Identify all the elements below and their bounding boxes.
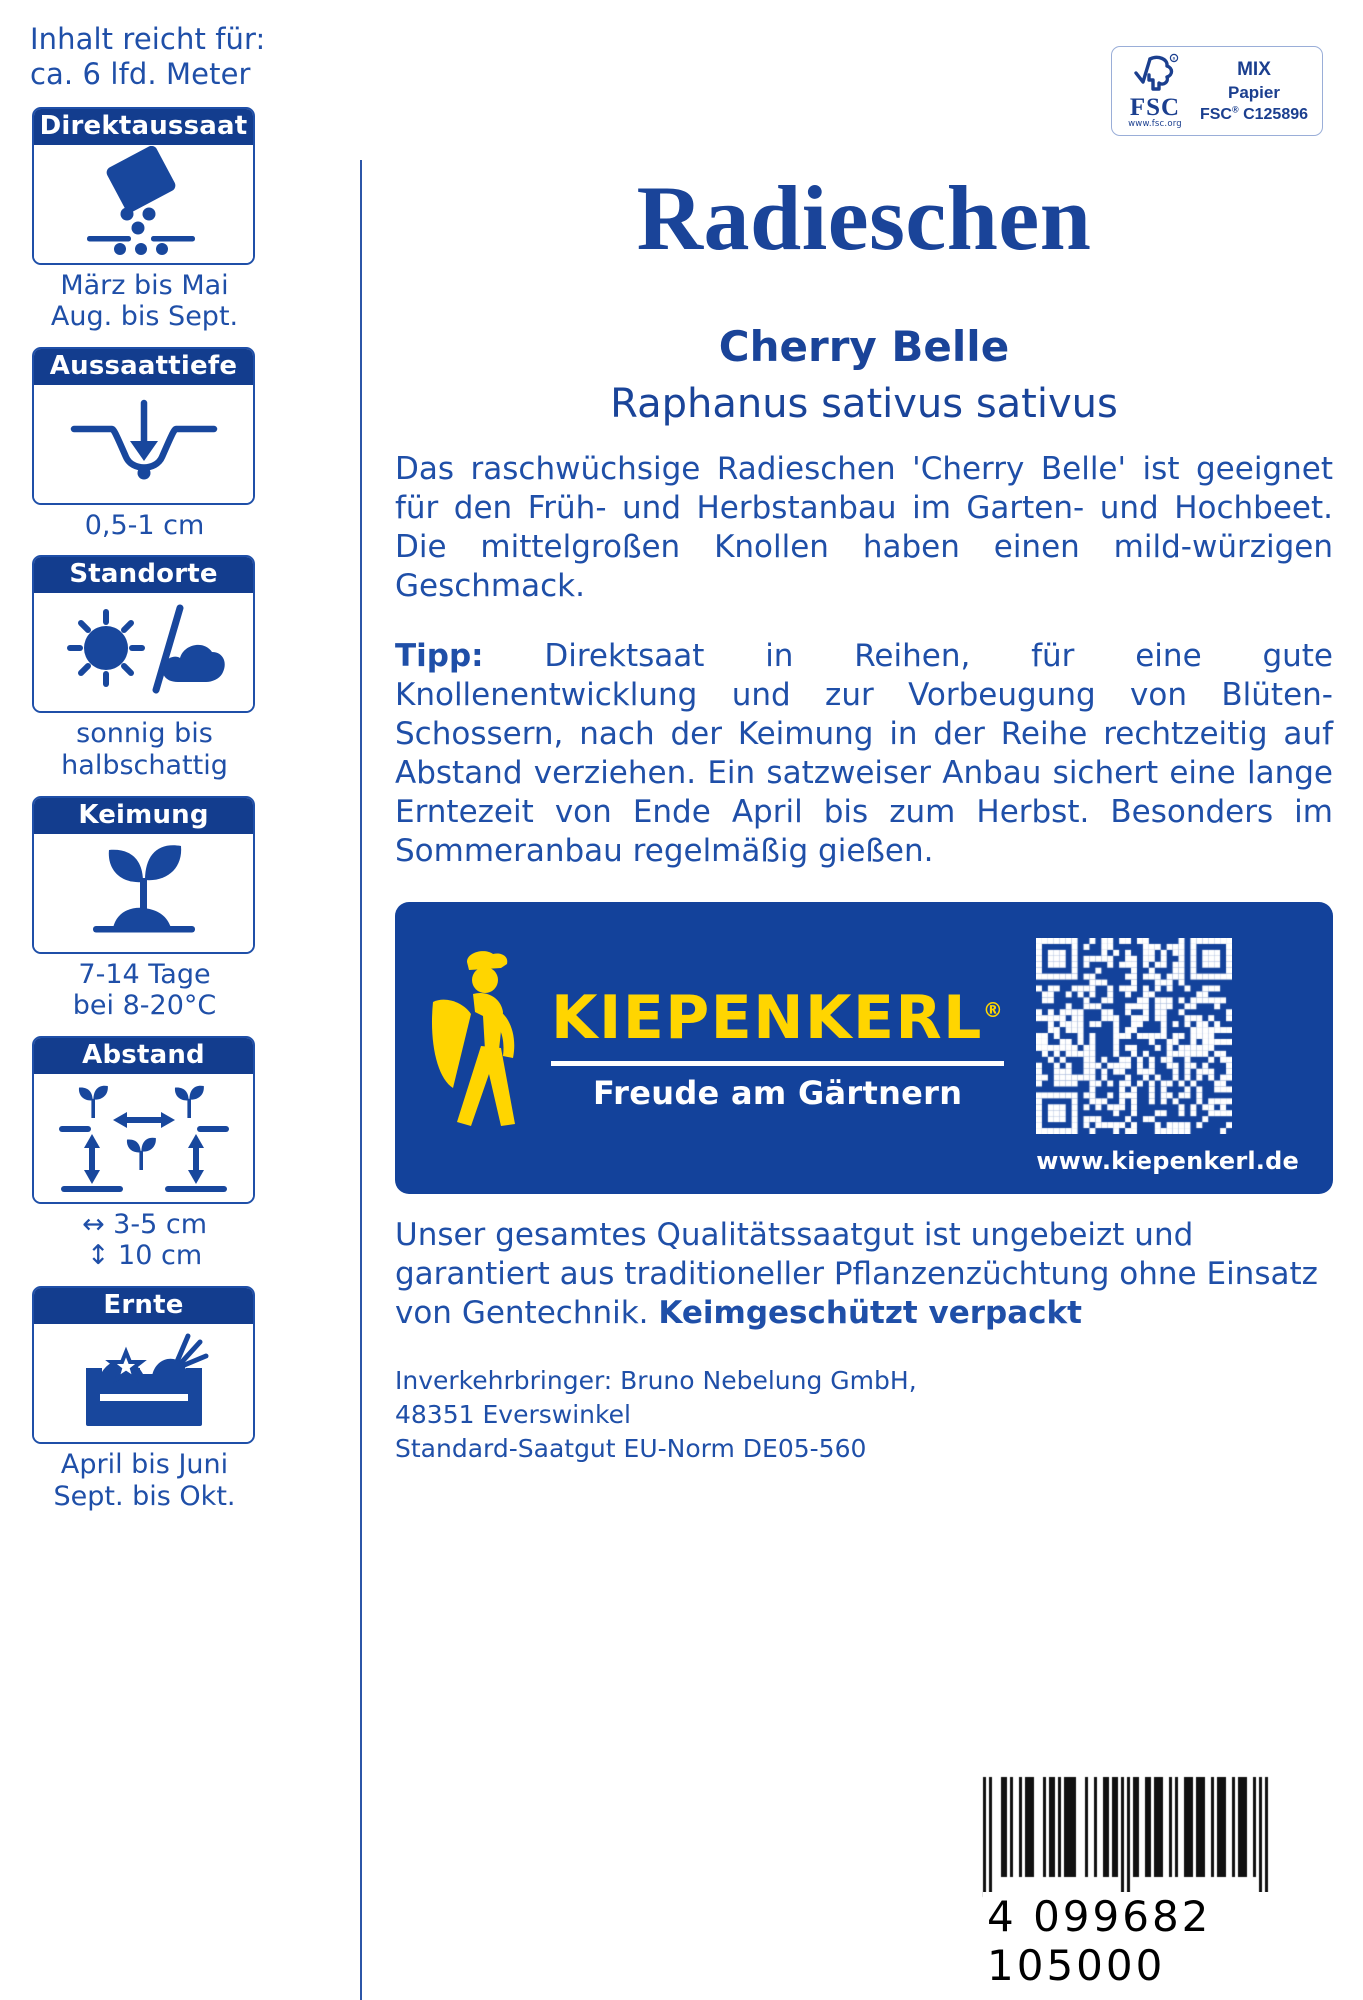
info-block-abstand: [30, 1036, 302, 1272]
description-paragraph: Das raschwüchsige Radieschen 'Cherry Belle' ist geeignet für den Früh- und Herbstanbau im Garten- und Hochbeet. Die mittelgroßen Knollen haben einen mild-würzigen Geschmack.: [395, 450, 1333, 604]
info-caption: [32, 954, 257, 1022]
info-card: [32, 1286, 255, 1444]
left-info-column: [30, 22, 302, 1512]
brand-website: www.kiepenkerl.de: [1036, 1147, 1299, 1176]
content-amount-line2: ca. 6 lfd. Meter: [30, 57, 251, 92]
info-caption: [32, 1444, 257, 1512]
fsc-code-prefix: FSC: [1199, 106, 1232, 124]
address-line: Inverkehrbringer: Bruno Nebelung GmbH,: [395, 1366, 917, 1396]
info-card-body: [34, 145, 253, 263]
info-card-body: [34, 834, 253, 952]
fsc-url: www.fsc.org: [1128, 119, 1182, 130]
brand-slogan: Freude am Gärtnern: [593, 1073, 963, 1112]
info-caption-line: Aug. bis Sept.: [50, 301, 239, 333]
info-caption: [32, 505, 257, 542]
distributor-address: [395, 1364, 1333, 1465]
tip-paragraph: [395, 637, 1333, 871]
quality-text: Unser gesamtes Qualitätssaatgut ist ungebeizt und garantiert aus traditioneller Pflanzenzüchtung ohne Einsatz von Gentechnik.: [395, 1217, 1318, 1332]
info-caption-line: halbschattig: [61, 750, 228, 782]
info-card-title: Standorte: [34, 557, 253, 593]
info-caption-line: sonnig bis: [76, 718, 213, 750]
fsc-wordmark: FSC: [1129, 93, 1181, 121]
info-card-title: Ernte: [34, 1288, 253, 1324]
address-line: Standard-Saatgut EU-Norm DE05-560: [395, 1433, 867, 1463]
cultivar-name: Cherry Belle: [718, 321, 1010, 371]
info-card-body: [34, 1324, 253, 1442]
info-card-title: Direktaussaat: [34, 109, 253, 145]
walking-man-icon: [427, 946, 545, 1151]
brand-text: [551, 982, 1005, 1112]
info-block-aussaattiefe: [30, 347, 302, 542]
barcode-block: [953, 1767, 1345, 1990]
sun-cloud-icon: [60, 600, 228, 705]
sowing-depth-icon: [64, 391, 224, 496]
harvest-crate-icon: [64, 1328, 224, 1437]
info-caption-line: April bis Juni: [60, 1448, 229, 1480]
info-card: [32, 796, 255, 954]
info-card-body: [34, 1074, 253, 1202]
info-card: [32, 1036, 255, 1204]
fsc-tree-checkmark-icon: [1130, 53, 1180, 96]
info-caption-line: bei 8-20°C: [72, 990, 217, 1022]
info-block-keimung: [30, 796, 302, 1022]
column-divider: [360, 160, 362, 2000]
fsc-badge: [1111, 46, 1323, 136]
fsc-logo: [1118, 53, 1192, 130]
info-caption: [32, 1204, 257, 1272]
info-block-direktaussaat: [30, 107, 302, 333]
qr-code[interactable]: [1036, 938, 1232, 1134]
info-caption-line: ↕ 10 cm: [86, 1240, 203, 1272]
info-caption-line: März bis Mai: [60, 269, 229, 301]
brand-name: KIEPENKERL: [551, 982, 983, 1053]
right-content-column: [395, 24, 1333, 1465]
fsc-licence-code: [1192, 104, 1316, 125]
info-card-body: [34, 385, 253, 503]
tip-text: Direktsaat in Reihen, für eine gute Knollenentwicklung und zur Vorbeugung von Blüten-Schossern, nach der Keimung in der Reihe rechtzeitig auf Abstand verziehen. Ein satzweiser Anbau sichert eine lange Erntezeit von Ende April bis zum Herbst. Besonders im Sommeranbau regelmäßig gießen.: [395, 637, 1333, 870]
qr-block[interactable]: [1036, 938, 1299, 1175]
fsc-paper-label: Papier: [1228, 82, 1280, 102]
info-card: [32, 347, 255, 505]
fsc-code-number: C125896: [1238, 106, 1309, 124]
quality-highlight: Keimgeschützt verpackt: [658, 1295, 1082, 1332]
info-block-standorte: [30, 555, 302, 781]
brand-wordmark: [551, 982, 1005, 1053]
info-caption: [32, 713, 257, 781]
fsc-details: [1192, 57, 1316, 126]
info-caption-line: Sept. bis Okt.: [53, 1480, 236, 1512]
info-block-ernte: [30, 1286, 302, 1512]
quality-statement: [395, 1216, 1333, 1333]
address-line: 48351 Everswinkel: [395, 1399, 631, 1429]
info-card: [32, 555, 255, 713]
info-card: [32, 107, 255, 265]
info-card-title: Abstand: [34, 1038, 253, 1074]
info-caption: [32, 265, 257, 333]
info-caption-line: ↔ 3-5 cm: [81, 1208, 208, 1240]
fsc-mix-label: MIX: [1237, 58, 1271, 80]
plant-spacing-icon: [55, 1076, 233, 1199]
barcode-number: 4 099682 105000: [983, 1892, 1313, 1990]
brand-panel: [395, 902, 1333, 1194]
seedling-icon: [79, 836, 209, 949]
product-title: Radieschen: [636, 167, 1092, 269]
fsc-code-registered: ®: [1231, 104, 1239, 115]
tip-label: Tipp:: [395, 637, 484, 674]
info-card-title: Keimung: [34, 798, 253, 834]
content-amount-line1: Inhalt reicht für:: [30, 22, 266, 56]
svg-text:R: R: [1172, 57, 1176, 63]
info-card-body: [34, 593, 253, 711]
info-card-title: Aussaattiefe: [34, 349, 253, 385]
brand-divider-rule: [551, 1061, 1004, 1066]
info-caption-line: 7-14 Tage: [78, 958, 211, 990]
brand-registered-mark: ®: [982, 997, 1005, 1022]
seed-sowing-icon: [69, 146, 219, 261]
info-caption-line: 0,5-1 cm: [84, 509, 205, 541]
botanical-name: Raphanus sativus sativus: [610, 380, 1118, 427]
